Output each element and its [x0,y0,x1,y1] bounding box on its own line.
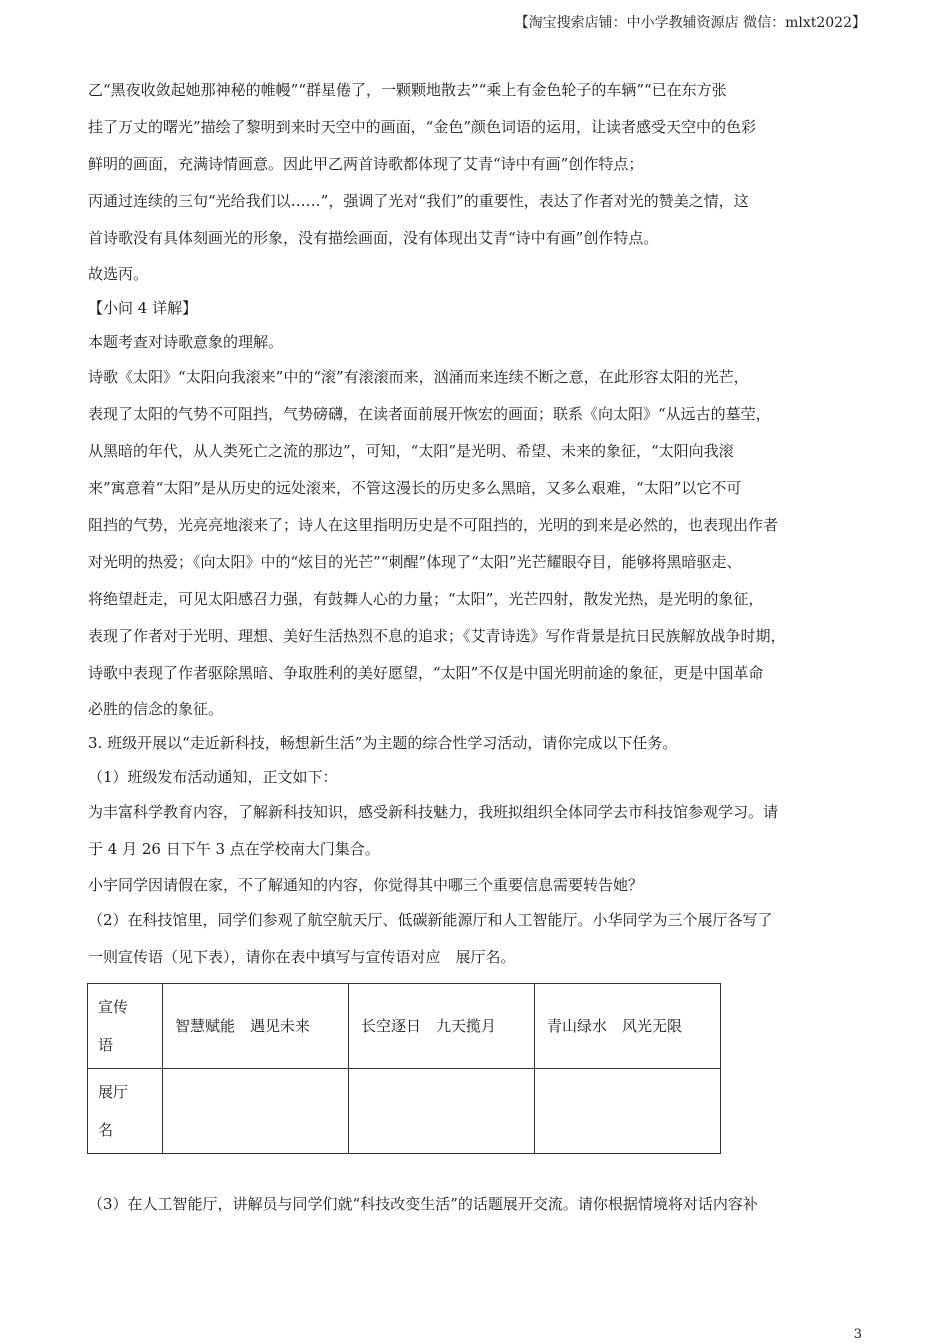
text-line: 诗歌中表现了作者驱除黑暗、争取胜利的美好愿望，“太阳”不仅是中国光明前途的象征，更是中国革命 [88,664,764,682]
text-line: 将绝望赶走，可见太阳感召力强，有鼓舞人心的力量；“太阳”，光芒四射，散发光热，是光明的象征， [88,590,764,608]
page-header: 【淘宝搜索店铺：中小学教辅资源店 微信：mlxt2022】 [514,15,866,31]
table-header-cell [88,1069,163,1154]
cell-text: 宣传 [98,998,129,1016]
table-row [88,1069,721,1154]
answer-cell[interactable] [349,1069,535,1154]
answer-cell[interactable] [535,1069,721,1154]
question-title: 3. 班级开展以“走近新科技，畅想新生活”为主题的综合性学习活动，请你完成以下任务。 [88,734,678,752]
text-line: 于 4 月 26 日下午 3 点在学校南大门集合。 [88,840,380,858]
slogan-cell: 智慧赋能 遇见未来 [163,984,349,1069]
text-line: 鲜明的画面，充满诗情画意。因此甲乙两首诗歌都体现了艾青“诗中有画”创作特点； [88,155,644,173]
sub-question: （1）班级发布活动通知，正文如下： [88,768,338,786]
text-line: 为丰富科学教育内容，了解新科技知识，感受新科技魅力，我班拟组织全体同学去市科技馆参观学习。请 [88,803,779,821]
text-line: 诗歌《太阳》“太阳向我滚来”中的“滚”有滚滚而来，汹涌而来连续不断之意，在此形容太阳的光芒， [88,368,749,386]
cell-text: 语 [98,1036,114,1054]
document-body [88,72,868,976]
cell-text: 名 [98,1121,114,1139]
text-line: 挂了万丈的曙光”描绘了黎明到来时天空中的画面，“金色”颜色词语的运用，让读者感受天空中的色彩 [88,118,757,136]
text-line: 故选丙。 [88,265,149,283]
slogan-cell: 青山绿水 风光无限 [535,984,721,1069]
text-line: 丙通过连续的三句“光给我们以……”，强调了光对“我们”的重要性，表达了作者对光的赞美之情，这 [88,192,749,210]
text-line: 来”寓意着“太阳”是从历史的远处滚来，不管这漫长的历史多么黑暗，又多么艰难，“太阳”以它不可 [88,479,742,497]
text-line: 首诗歌没有具体刻画光的形象，没有描绘画面，没有体现出艾青“诗中有画”创作特点。 [88,229,659,247]
section-heading: 【小问 4 详解】 [88,299,198,317]
text-line: 乙“黑夜收敛起她那神秘的帷幔”“群星倦了，一颗颗地散去”“乘上有金色轮子的车辆”“已在东方张 [88,81,727,99]
table-header-cell [88,984,163,1069]
text-line: 对光明的热爱；《向太阳》中的“炫目的光芒”“刺醒”体现了“太阳”光芒耀眼夺目，能够将黑暗驱走、 [88,553,742,571]
sub-question: （3）在人工智能厅，讲解员与同学们就“科技改变生活”的话题展开交流。请你根据情境将对话内容补 [88,1195,758,1213]
table-row [88,984,721,1069]
text-line: 表现了作者对于光明、理想、美好生活热烈不息的追求；《艾青诗选》写作背景是抗日民族解放战争时期， [88,627,786,645]
text-line: 表现了太阳的气势不可阻挡，气势磅礴，在读者面前展开恢宏的画面；联系《向太阳》“从远古的墓茔， [88,405,771,423]
text-line: 从黑暗的年代，从人类死亡之流的那边”，可知，“太阳”是光明、希望、未来的象征，“太阳向我滚 [88,442,734,460]
cell-text: 展厅 [98,1083,129,1101]
slogan-cell: 长空逐日 九天揽月 [349,984,535,1069]
sub-question: （2）在科技馆里，同学们参观了航空航天厅、低碳新能源厅和人工智能厅。小华同学为三个展厅各写了 [88,911,773,929]
text-line: 一则宣传语（见下表），请你在表中填写与宣传语对应 展厅名。 [88,948,516,966]
slogan-table [87,983,721,1154]
text-line: 必胜的信念的象征。 [88,700,224,718]
text-line: 阻挡的气势，光亮亮地滚来了；诗人在这里指明历史是不可阻挡的，光明的到来是必然的，也表现出作者 [88,516,779,534]
text-line: 本题考查对诗歌意象的理解。 [88,333,284,351]
text-line: 小宇同学因请假在家，不了解通知的内容，你觉得其中哪三个重要信息需要转告她？ [88,876,644,894]
page-number: 3 [853,1327,862,1342]
answer-cell[interactable] [163,1069,349,1154]
